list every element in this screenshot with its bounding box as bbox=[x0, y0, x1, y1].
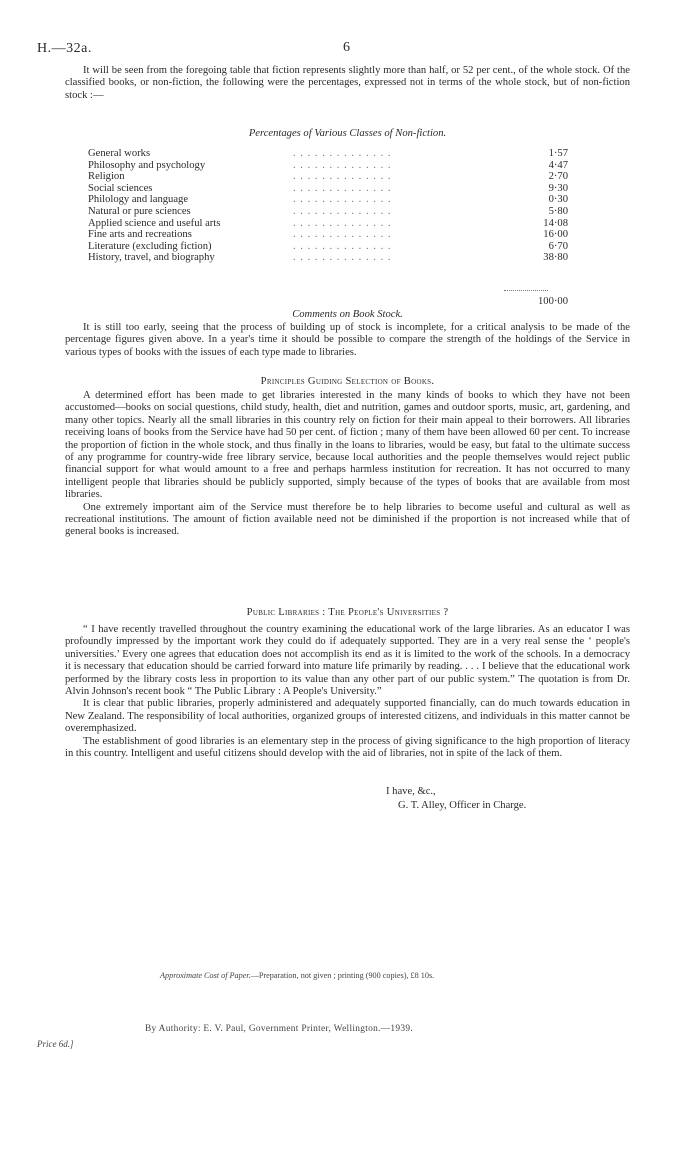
principles-section bbox=[65, 390, 630, 539]
principles-paragraph-2: One extremely important aim of the Service must therefore be to help libraries to become useful and cultural as well as recreational institutions. The amount of fiction available need not be diminished if the proportion is not increased while that of general books is increased. bbox=[65, 501, 630, 538]
table-row bbox=[88, 171, 568, 183]
leader-dots: . . . . . . . . . . . . . . bbox=[293, 159, 392, 171]
cost-of-paper bbox=[160, 971, 434, 980]
printer-authority: By Authority: E. V. Paul, Government Printer, Wellington.—1939. bbox=[145, 1024, 414, 1034]
row-label: Fine arts and recreations bbox=[88, 229, 192, 241]
intro-text: It will be seen from the foregoing table that fiction represents slightly more than half, or 52 per cent., of the whole stock. Of the classified books, or non-fiction, the following were the percentages, expressed not in terms of the whole stock, but of non-fiction stock :— bbox=[65, 65, 630, 101]
comments-heading: Comments on Book Stock. bbox=[292, 309, 403, 320]
row-label: General works bbox=[88, 148, 151, 159]
row-value: 6·70 bbox=[524, 241, 568, 253]
cost-text: —Preparation, not given ; printing (900 copies), £8 10s. bbox=[250, 971, 435, 980]
row-value: 38·80 bbox=[524, 252, 568, 264]
table-row bbox=[88, 183, 568, 195]
row-label: Natural or pure sciences bbox=[88, 205, 191, 217]
table-row bbox=[88, 218, 568, 230]
row-label: Social sciences bbox=[88, 182, 153, 194]
table-row bbox=[88, 252, 568, 264]
table-row bbox=[88, 148, 568, 160]
table-row bbox=[88, 206, 568, 218]
leader-dots: . . . . . . . . . . . . . . bbox=[293, 205, 392, 217]
intro-paragraph bbox=[65, 65, 630, 102]
public-paragraph-1: “ I have recently travelled throughout the country examining the educational work of the large libraries. As an educator I was profoundly impressed by the important work they could do if adequately supported. They are in a very real sense the ‘ people's universities.’ Every one agrees that education does not accomplish its end as it is limited to the work of the schools. In a democracy it is necessary that education should be carried forward into mature life primarily by reading. . . . I believe that the educational work performed by the library costs less in proportion to its value than any other part of our public system.” The quotation is from Dr. Alvin Johnson's recent book “ The Public Library : A People's University.” bbox=[65, 624, 630, 698]
price-note: Price 6d.] bbox=[37, 1039, 74, 1049]
signature-name: G. T. Alley, Officer in Charge. bbox=[398, 800, 527, 811]
cost-label: Approximate Cost of Paper. bbox=[160, 971, 251, 980]
row-value: 5·80 bbox=[524, 206, 568, 218]
signature-closing: I have, &c., bbox=[386, 786, 436, 797]
row-label: Philology and language bbox=[88, 194, 189, 206]
table-row bbox=[88, 194, 568, 206]
leader-dots: . . . . . . . . . . . . . . bbox=[293, 194, 392, 206]
total-rule bbox=[504, 290, 548, 291]
leader-dots: . . . . . . . . . . . . . . bbox=[293, 182, 392, 194]
leader-dots: . . . . . . . . . . . . . . bbox=[293, 240, 392, 252]
table-total: 100·00 bbox=[537, 296, 568, 307]
row-value: 9·30 bbox=[524, 183, 568, 195]
public-libraries-heading: Public Libraries : The People's Universities ? bbox=[246, 607, 449, 618]
principles-paragraph-1: A determined effort has been made to get libraries interested in the many kinds of books to which they have not been accustomed—books on social questions, child study, health, diet and nutrition, games and outdoor sports, music, art, gardening, and many other topics. Nearly all the small libraries in this country rely on fiction for their main appeal to their borrowers. All libraries receiving loans of books from the Service have had 50 per cent. of fiction ; many of them have been allowed 60 per cent. To increase the proportion of fiction in the whole stock, and thus finally in the loans to libraries, would be easy, but fatal to the ultimate success of any programme for country-wide free library service, because local authorities and the people themselves would reject public financial support for what would amount to a free and perhaps harmless institution for recreation. It has not occurred to many intelligent people that libraries should be publicly supported, simply because of the types of books that are available from most libraries. bbox=[65, 390, 630, 501]
table-row bbox=[88, 160, 568, 172]
row-value: 0·30 bbox=[524, 194, 568, 206]
row-label: Philosophy and psychology bbox=[88, 159, 206, 171]
row-value: 14·08 bbox=[524, 218, 568, 230]
row-value: 4·47 bbox=[524, 160, 568, 172]
row-label: History, travel, and biography bbox=[88, 252, 215, 264]
row-value: 1·57 bbox=[524, 148, 568, 160]
comments-paragraph bbox=[65, 322, 630, 359]
table-row bbox=[88, 229, 568, 241]
page-number: 6 bbox=[343, 40, 350, 55]
leader-dots: . . . . . . . . . . . . . . bbox=[293, 171, 392, 183]
table-row bbox=[88, 241, 568, 253]
leader-dots: . . . . . . . . . . . . . . bbox=[293, 252, 392, 264]
row-value: 16·00 bbox=[524, 229, 568, 241]
leader-dots: . . . . . . . . . . . . . . bbox=[293, 148, 392, 159]
leader-dots: . . . . . . . . . . . . . . bbox=[293, 229, 392, 241]
public-paragraph-3: The establishment of good libraries is an elementary step in the process of giving significance to the high proportion of literacy in this country. Intelligent and useful citizens should develop with the aid of libraries, not in spite of the lack of them. bbox=[65, 735, 630, 760]
row-label: Religion bbox=[88, 171, 125, 183]
public-paragraph-2: It is clear that public libraries, properly administered and adequately supported financially, can do much towards education in New Zealand. The responsibility of local authorities, organized groups of interested citizens, and individuals in this matter cannot be overemphasized. bbox=[65, 698, 630, 735]
non-fiction-table bbox=[88, 148, 568, 264]
comments-text: It is still too early, seeing that the process of building up of stock is incomplete, for a critical analysis to be made of the percentage figures given above. In a year's time it should be possible to compare the strength of the holdings of the Service in various types of books with the issues of each type made to libraries. bbox=[65, 322, 630, 358]
row-label: Applied science and useful arts bbox=[88, 217, 221, 229]
public-libraries-section bbox=[65, 624, 630, 760]
table-title: Percentages of Various Classes of Non-fiction. bbox=[248, 128, 447, 139]
principles-heading: Principles Guiding Selection of Books. bbox=[260, 376, 435, 387]
row-value: 2·70 bbox=[524, 171, 568, 183]
document-code: H.—32a. bbox=[37, 41, 92, 56]
leader-dots: . . . . . . . . . . . . . . bbox=[293, 217, 392, 229]
row-label: Literature (excluding fiction) bbox=[88, 240, 212, 252]
